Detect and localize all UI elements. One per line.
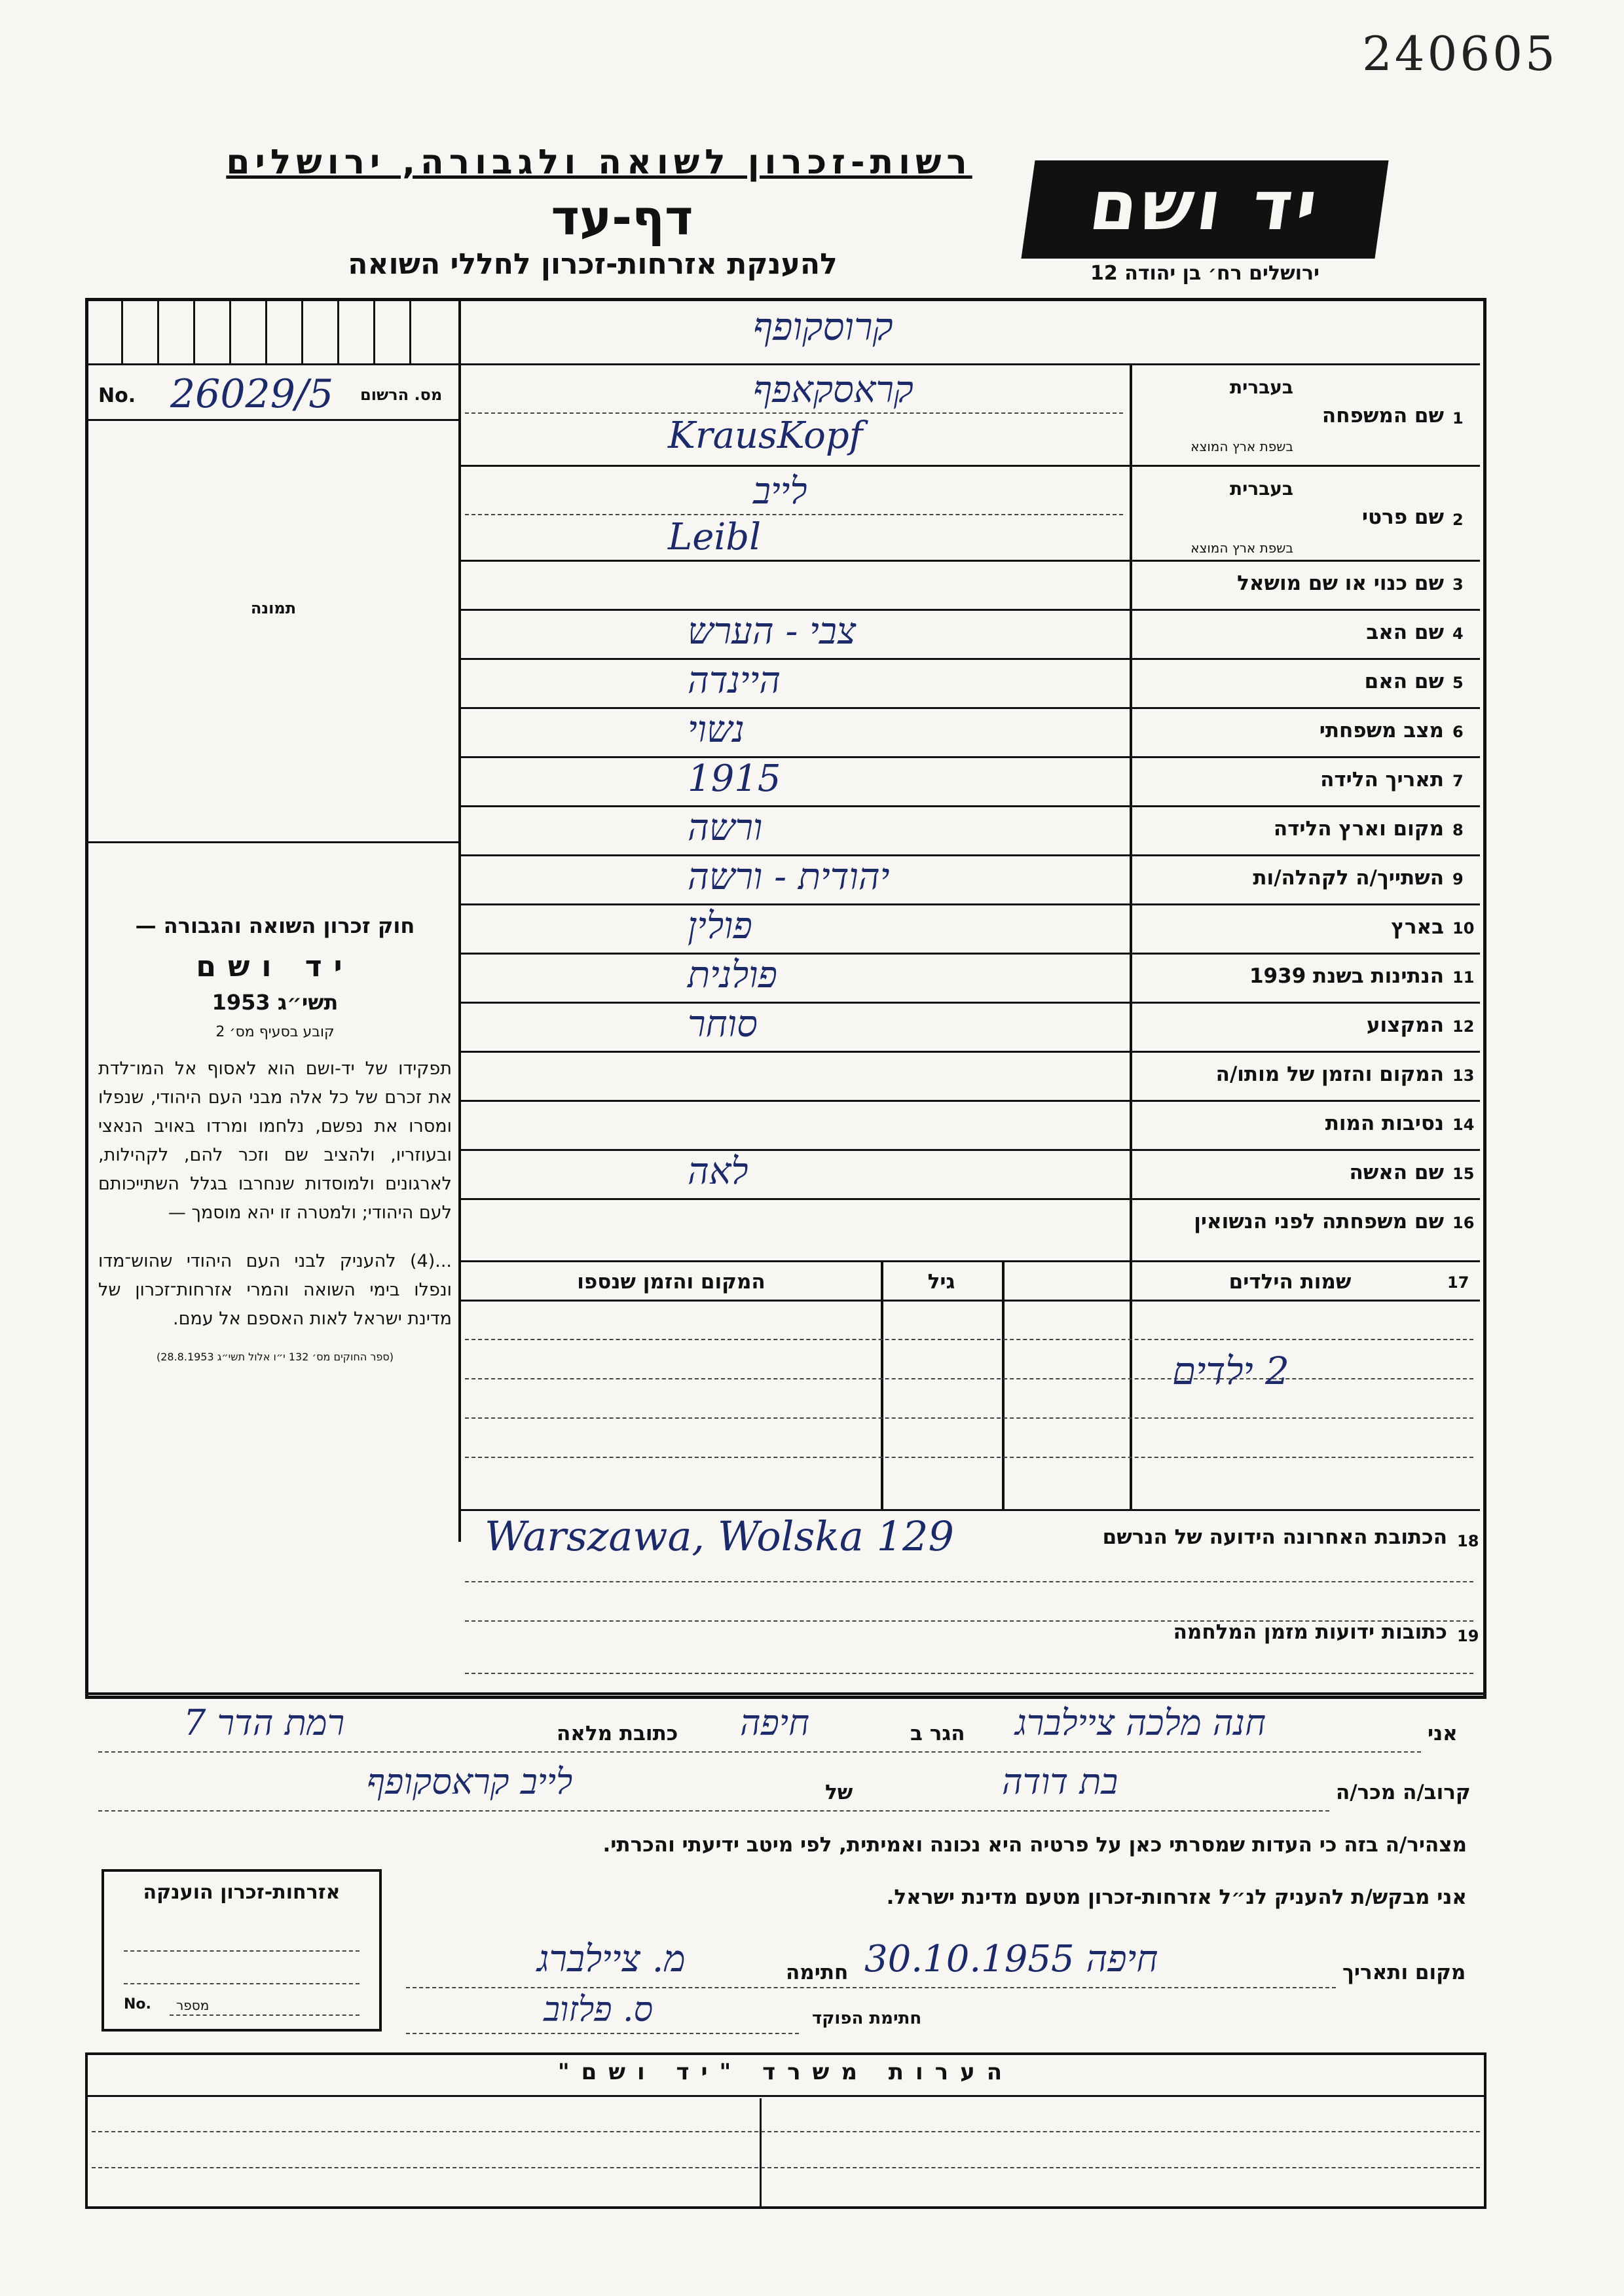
field-5-label: שם האם [1364, 670, 1444, 693]
field-1-number: 1 [1452, 409, 1464, 428]
field-15-label: שם האשה [1349, 1161, 1444, 1184]
field-1-value-origin: KrausKopf [668, 414, 863, 457]
decl-signature-label: חתימה [786, 1961, 849, 1984]
field-8-number: 8 [1452, 821, 1464, 839]
children-place-header: המקום והזמן שנספו [577, 1270, 766, 1294]
field-14-label: נסיבות המות [1325, 1112, 1444, 1135]
logo-text: יד ושם [1084, 166, 1326, 246]
field-9-number: 9 [1452, 870, 1464, 888]
law-name: יד ושם [196, 950, 354, 983]
decl-address-label: כתובת מלאה [557, 1722, 678, 1745]
office-notes-title: הערות משרד "יד ושם" [557, 2059, 1014, 2085]
field-7-number: 7 [1452, 772, 1464, 790]
field-7-label: תאריך הלידה [1320, 768, 1444, 792]
decl-of-label: של [825, 1781, 853, 1804]
children-names-header: שמות הילדים [1228, 1270, 1352, 1294]
law-paragraph-2: ...(4) להעניק לבני העם היהודי שהוש־מדו ונפלו בימי השואה והמרי אזרחות־זכרון של מדינת ישראל לאות האספם אל עמם. [98, 1251, 452, 1329]
field-4-label: שם האב [1366, 621, 1444, 644]
field-1-sub-hebrew: בעברית [1229, 376, 1293, 398]
reg-number-label: מס. הרשום [360, 386, 443, 404]
field-16-label: שם משפחתה לפני הנשואין [1194, 1210, 1444, 1233]
field-2-value-origin: Leibl [668, 516, 761, 558]
field-3-label: שם כנוי או שם מושאל [1237, 572, 1444, 595]
field-3-number: 3 [1452, 575, 1464, 594]
field-2-sub-origin: בשפת ארץ המוצא [1190, 540, 1293, 556]
form-subtitle: להענקת אזרחות-זכרון לחללי השואה [348, 247, 838, 281]
field-9-label: השתייך/ה לקהלה/ות [1253, 866, 1444, 890]
field-6-label: מצב משפחתי [1319, 719, 1444, 742]
field-7-value: 1915 [688, 757, 781, 800]
decl-request: אני מבקש/ת להעניק לנ״ל אזרחות-זכרון מטעם מדינת ישראל. [886, 1886, 1467, 1909]
field-18-number: 18 [1457, 1532, 1479, 1550]
decl-place-date: חיפה 30.10.1955 [864, 1938, 1158, 1980]
field-12-label: המקצוע [1366, 1013, 1444, 1037]
field-10-number: 10 [1452, 919, 1475, 938]
field-2-sub-hebrew: בעברית [1229, 478, 1293, 500]
field-17-number: 17 [1447, 1273, 1469, 1292]
field-8-label: מקום וארץ הלידה [1273, 817, 1444, 841]
field-2-number: 2 [1452, 511, 1464, 529]
field-18-label: הכתובת האחרונה הידועה של הנרשם [1102, 1525, 1447, 1549]
field-10-label: בארץ [1391, 915, 1444, 939]
field-6-number: 6 [1452, 723, 1464, 741]
photo-label: תמונה [250, 599, 297, 617]
field-1-label: שם המשפחה [1321, 404, 1444, 428]
field-6-value: נשוי [688, 708, 745, 751]
citizenship-title: אזרחות-זכרון הוענקה [143, 1881, 341, 1904]
field-4-number: 4 [1452, 625, 1464, 643]
children-age-header: גיל [927, 1270, 955, 1294]
reg-number: 26029/5 [170, 371, 334, 417]
law-year: תשי״ג 1953 [212, 990, 339, 1015]
decl-place-date-label: מקום ותאריך [1342, 1961, 1466, 1984]
decl-relation: בת דודה [1002, 1761, 1118, 1802]
decl-i-label: אני [1428, 1722, 1458, 1745]
field-13-label: המקום והזמן של מותו/ה [1215, 1063, 1444, 1086]
institution-address: ירושלים רח׳ בן יהודה 12 [1090, 262, 1320, 285]
children-entry: 2 ילדים [1172, 1349, 1290, 1393]
field-5-value: היינדה [688, 659, 781, 702]
field-8-value: ורשה [688, 807, 763, 849]
law-clause: קובע בסעיף מס׳ 2 [215, 1024, 335, 1040]
law-title: חוק זכרון השואה והגבורה — [135, 913, 415, 938]
field-12-number: 12 [1452, 1017, 1475, 1036]
field-2-value-hebrew: לייב [753, 470, 807, 513]
citizenship-box [101, 1869, 382, 2032]
field-11-label: הנתינות בשנת 1939 [1249, 964, 1444, 988]
top-surname-handwritten: קרוסקופף [753, 304, 893, 349]
reg-no-label: No. [98, 384, 136, 407]
decl-city: חיפה [740, 1702, 810, 1743]
field-14-number: 14 [1452, 1116, 1475, 1134]
field-1-sub-origin: בשפת ארץ המוצא [1190, 439, 1293, 454]
decl-lives-label: הגר ב [910, 1722, 965, 1745]
field-19-number: 19 [1457, 1627, 1479, 1645]
decl-signature: מ. ציילברג [537, 1938, 686, 1980]
form-title: דף-עד [551, 190, 693, 246]
field-4-value: צבי - הערש [688, 610, 857, 653]
field-16-number: 16 [1452, 1214, 1475, 1232]
decl-name: חנה מלכה ציילברג [1015, 1702, 1266, 1743]
yad-vashem-logo [1021, 160, 1388, 259]
field-18-value: Warszawa, Wolska 129 [485, 1512, 954, 1560]
field-13-number: 13 [1452, 1066, 1475, 1085]
field-19-label: כתובות ידועות מזמן המלחמה [1173, 1620, 1447, 1644]
field-5-number: 5 [1452, 674, 1464, 692]
officer-signature: ס. פלזוב [544, 1990, 654, 2030]
citizenship-number-label: מספר [176, 1997, 210, 2013]
authority-title: רשות-זכרון לשואה ולגבורה, ירושלים [226, 143, 972, 182]
law-citation: (ספר החוקים מס׳ 132 י״ו אלול תשי״ג 28.8.1953) [156, 1351, 394, 1363]
field-1-value-hebrew: קראסקאפף [753, 369, 913, 411]
decl-of-name: לייב קראסקופף [367, 1761, 573, 1802]
field-12-value: סוחר [688, 1003, 758, 1046]
law-paragraph-1: תפקידו של יד-ושם הוא לאסוף אל המו־לדת את זכרם של כל אלה מבני העם היהודי, שנפלו ומסרו את נפשם, נלחמו ומרדו באויב הנאצי ובעוזריו, ולהציב שם וזכר להם, לקהילות, לארגונים ולמוסדות שנחרבו בגלל השתייכותם לעם היהודי; ולמטרה זו יהא מוסמך — [98, 1059, 452, 1223]
field-9-value: יהודית - ורשה [688, 856, 890, 898]
officer-label: חתימת הפוקד [812, 2009, 922, 2028]
archive-stamp-number: 240605 [1362, 26, 1558, 81]
decl-relative-label: קרוב/ה מכר/ה [1336, 1781, 1471, 1804]
field-11-value: פולנית [688, 954, 777, 996]
law-box [98, 913, 452, 1363]
field-11-number: 11 [1452, 968, 1475, 987]
citizenship-no-label: No. [124, 1996, 151, 2013]
registration-no [98, 371, 452, 417]
decl-address: רמת הדר 7 [183, 1702, 345, 1743]
decl-statement: מצהיר/ה בזה כי העדות שמסרתי כאן על פרטיה היא נכונה ואמיתית, לפי מיטב ידיעתי והכרתי. [602, 1833, 1467, 1857]
field-15-value: לאה [688, 1150, 748, 1193]
field-15-number: 15 [1452, 1165, 1475, 1183]
field-2-label: שם פרטי [1361, 505, 1444, 529]
photo-area [88, 422, 458, 841]
field-10-value: פולין [688, 905, 752, 947]
